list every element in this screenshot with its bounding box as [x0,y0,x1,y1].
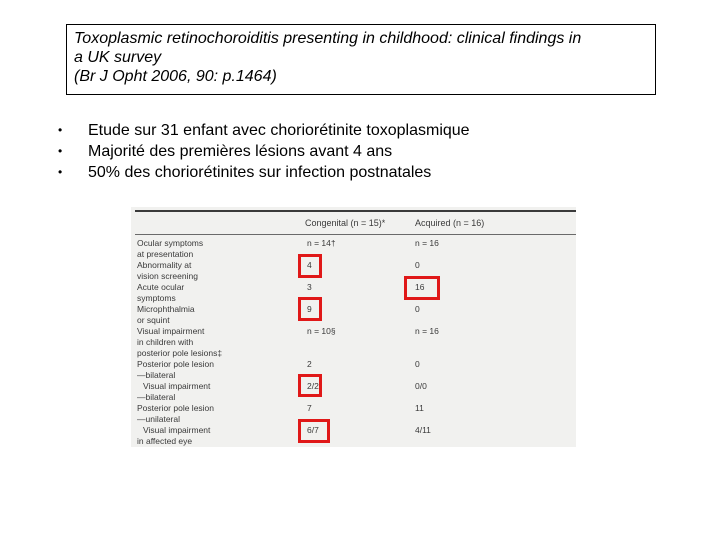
congenital-value: n = 10§ [307,326,336,336]
acquired-value: n = 16 [415,238,439,248]
highlight-box [298,297,322,321]
header-acquired: Acquired (n = 16) [415,218,485,228]
acquired-value: 0/0 [415,381,427,391]
acquired-value: 0 [415,304,420,314]
acquired-value: 0 [415,359,420,369]
acquired-value: 11 [415,403,424,413]
congenital-value: 3 [307,282,312,292]
acquired-value: 4/11 [415,425,431,435]
row-label: —unilateral [137,414,180,424]
row-label: Ocular symptoms [137,238,204,248]
acquired-value: 0 [415,260,420,270]
title-line-1: Toxoplasmic retinochoroiditis presenting in childhood: clinical findings in [74,30,582,47]
row-label: Microphthalmia [137,304,195,314]
row-label: Visual impairment [143,381,211,391]
row-label: at presentation [137,249,194,259]
title-line-3: (Br J Opht 2006, 90: p.1464) [74,68,277,85]
bullet-icon: • [58,165,63,179]
congenital-value: 6/7 [307,425,319,435]
row-label: symptoms [137,293,176,303]
row-label: in children with [137,337,194,347]
row-label: —bilateral [137,370,176,380]
row-label: Posterior pole lesion [137,403,215,413]
title-line-2: a UK survey [74,49,162,66]
row-label: in affected eye [137,436,193,446]
highlight-box [404,276,440,300]
row-label: posterior pole lesions‡ [137,348,223,358]
row-label: vision screening [137,271,198,281]
table-top-rule [135,210,576,212]
congenital-value: 2 [307,359,312,369]
row-label: Acute ocular [137,282,185,292]
bullet-icon: • [58,144,63,158]
row-label: Visual impairment [143,425,211,435]
congenital-value: n = 14† [307,238,336,248]
congenital-value: 2/2 [307,381,319,391]
row-label: Abnormality at [137,260,192,270]
row-label: Visual impairment [137,326,205,336]
row-label: Posterior pole lesion [137,359,215,369]
row-label: or squint [137,315,170,325]
header-congenital: Congenital (n = 15)* [305,218,386,228]
congenital-value: 4 [307,260,312,270]
table-header-rule [135,234,576,235]
row-label: —bilateral [137,392,176,402]
bullet-icon: • [58,123,63,137]
highlight-box [298,419,330,443]
bullet-text: 50% des choriorétinites sur infection postnatales [88,164,432,181]
bullet-text: Majorité des premières lésions avant 4 ans [88,143,393,160]
bullet-text: Etude sur 31 enfant avec choriorétinite toxoplasmique [88,122,470,139]
congenital-value: 9 [307,304,312,314]
scanned-table [131,207,576,447]
highlight-box [298,254,322,278]
acquired-value: 16 [415,282,425,292]
acquired-value: n = 16 [415,326,439,336]
title-box [66,24,656,95]
congenital-value: 7 [307,403,312,413]
highlight-box [298,374,322,397]
